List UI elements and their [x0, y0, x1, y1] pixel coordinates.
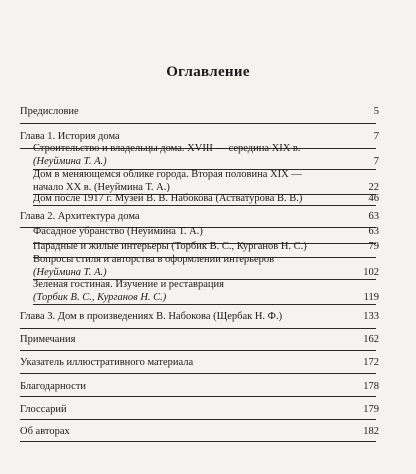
entry-page: 182 — [363, 426, 379, 437]
toc-entry-glossary — [20, 396, 379, 420]
entry-page: 22 — [368, 182, 379, 193]
entry-title: Указатель иллюстративного материала — [20, 357, 194, 368]
toc-entry-1-3 — [33, 182, 379, 206]
toc-entry-notes — [20, 327, 379, 351]
entry-title-line-1: Строительство и владельцы дома. XVIII — середина XIX в. — [33, 143, 301, 154]
toc-heading: Оглавление — [166, 64, 250, 80]
entry-page: 102 — [363, 267, 379, 278]
entry-page: 178 — [363, 381, 379, 392]
entry-page: 63 — [368, 226, 379, 237]
entry-title: Глава 1. История дома — [20, 131, 120, 142]
toc-entry-2-4 — [33, 275, 379, 305]
entry-title-line-2: (Неуймина Т. А.) — [33, 267, 107, 278]
entry-title-line-1: Дом в меняющемся облике города. Вторая половина XIX — — [33, 169, 302, 180]
entry-page: 119 — [363, 292, 379, 303]
entry-title-line-1: Вопросы стиля и авторства в оформлении интерьеров — [33, 254, 275, 265]
entry-title: Парадные и жилые интерьеры (Торбик В. С., Курганов Н. С.) — [33, 241, 307, 252]
entry-page: 7 — [373, 156, 379, 167]
entry-page: 162 — [363, 334, 379, 345]
toc-entry-illustrations-index — [20, 350, 379, 374]
entry-page: 7 — [373, 131, 379, 142]
entry-page: 46 — [368, 193, 379, 204]
entry-title: Глава 3. Дом в произведениях В. Набокова (Щербак Н. Ф.) — [20, 311, 283, 322]
toc-entry-chapter-3 — [20, 305, 379, 329]
entry-title-line-2: (Неуймина Т. А.) — [33, 156, 107, 167]
toc-entry-about-authors — [20, 418, 379, 442]
entry-page: 5 — [373, 106, 379, 117]
entry-title: Глоссарий — [20, 404, 67, 415]
entry-title: Предисловие — [20, 106, 79, 117]
entry-page: 79 — [368, 241, 379, 252]
entry-title: Дом после 1917 г. Музей В. В. Набокова (Астватурова В. В.) — [33, 193, 303, 204]
entry-page: 63 — [368, 211, 379, 222]
entry-title: Примечания — [20, 334, 76, 345]
toc-entry-acknowledgements — [20, 373, 379, 397]
entry-title: Фасадное убранство (Неуймина Т. А.) — [33, 226, 203, 237]
entry-page: 133 — [363, 311, 379, 322]
entry-title-line-1: Зеленая гостиная. Изучение и реставрация — [33, 279, 224, 290]
entry-title: Благодарности — [20, 381, 87, 392]
entry-title: Глава 2. Архитектура дома — [20, 211, 140, 222]
entry-page: 179 — [363, 404, 379, 415]
entry-page: 172 — [363, 357, 379, 368]
entry-title-line-2: начало XX в. (Неуймина Т. А.) — [33, 182, 170, 193]
entry-title-line-2: (Торбик В. С., Курганов Н. С.) — [33, 292, 167, 303]
entry-title: Об авторах — [20, 426, 70, 437]
toc-entry-preface — [20, 100, 379, 124]
